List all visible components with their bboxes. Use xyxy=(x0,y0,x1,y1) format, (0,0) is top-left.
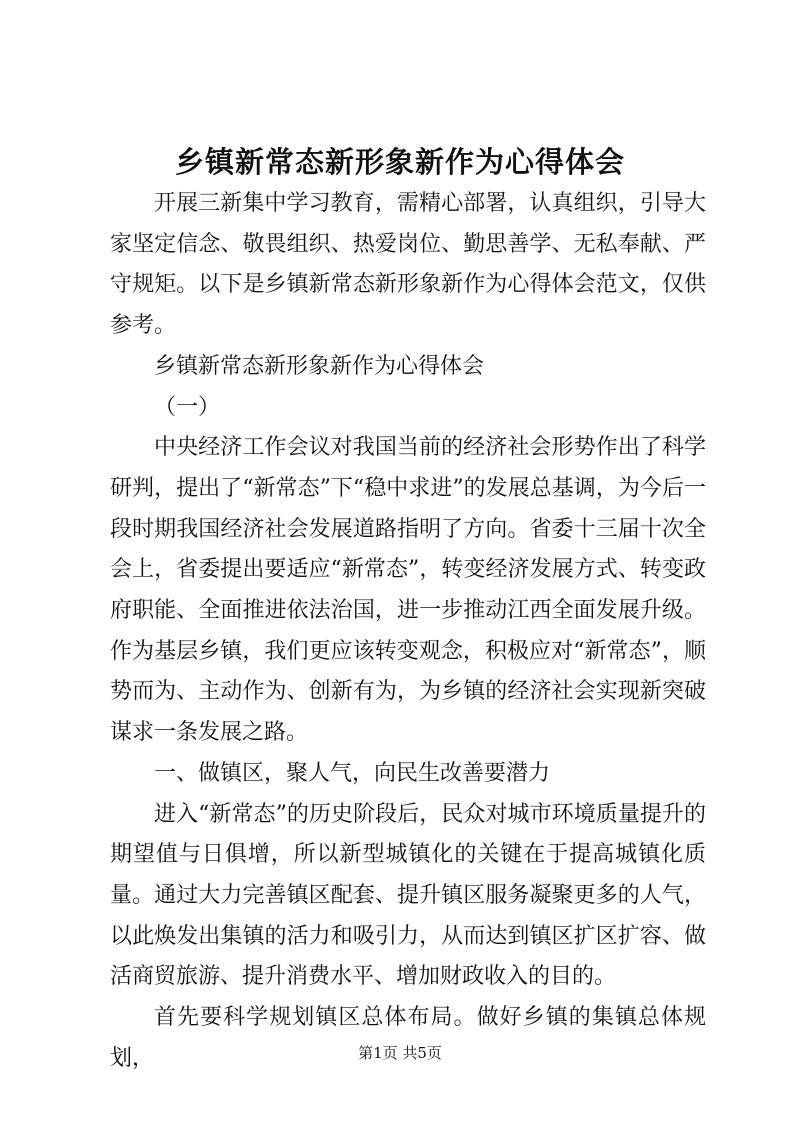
paragraph-heading-1: 一、做镇区，聚人气，向民生改善要潜力 xyxy=(154,760,551,786)
document-title: 乡镇新常态新形象新作为心得体会 xyxy=(174,145,625,179)
paragraph-section-number: （一） xyxy=(154,394,221,420)
paragraph-body-1: 中央经济工作会议对我国当前的经济社会形势作出了科学研判，提出了“新常态”下“稳中求进”的发展总基调，为今后一段时期我国经济社会发展道路指明了方向。省委十三届十次全会上，省委提出要适应“新常态”，转变经济发展方式、转变政府职能、全面推进依法治国，进一步推动江西全面发展升级。作为基层乡镇，我们更应该转变观念，积极应对“新常态”，顺势而为、主动作为、创新有为，为乡镇的经济社会实现新突破谋求一条发展之路。 xyxy=(110,435,706,746)
paragraph-body-3: 首先要科学规划镇区总体布局。做好乡镇的集镇总体规划， xyxy=(110,1005,706,1071)
paragraph-body-2: 进入“新常态”的历史阶段后，民众对城市环境质量提升的期望值与日俱增，所以新型城镇化的关键在于提高城镇化质量。通过大力完善镇区配套、提升镇区服务凝聚更多的人气，以此焕发出集镇的活力和吸引力，从而达到镇区扩区扩容、做活商贸旅游、提升消费水平、增加财政收入的目的。 xyxy=(110,801,706,990)
paragraph-intro: 开展三新集中学习教育，需精心部署，认真组织，引导大家坚定信念、敬畏组织、热爱岗位、勤思善学、无私奉献、严守规矩。以下是乡镇新常态新形象新作为心得体会范文，仅供参考。 xyxy=(110,191,706,339)
paragraph-subtitle: 乡镇新常态新形象新作为心得体会 xyxy=(154,353,485,379)
page-indicator: 第1页 共5页 xyxy=(358,1044,442,1062)
document-body xyxy=(110,184,706,1079)
